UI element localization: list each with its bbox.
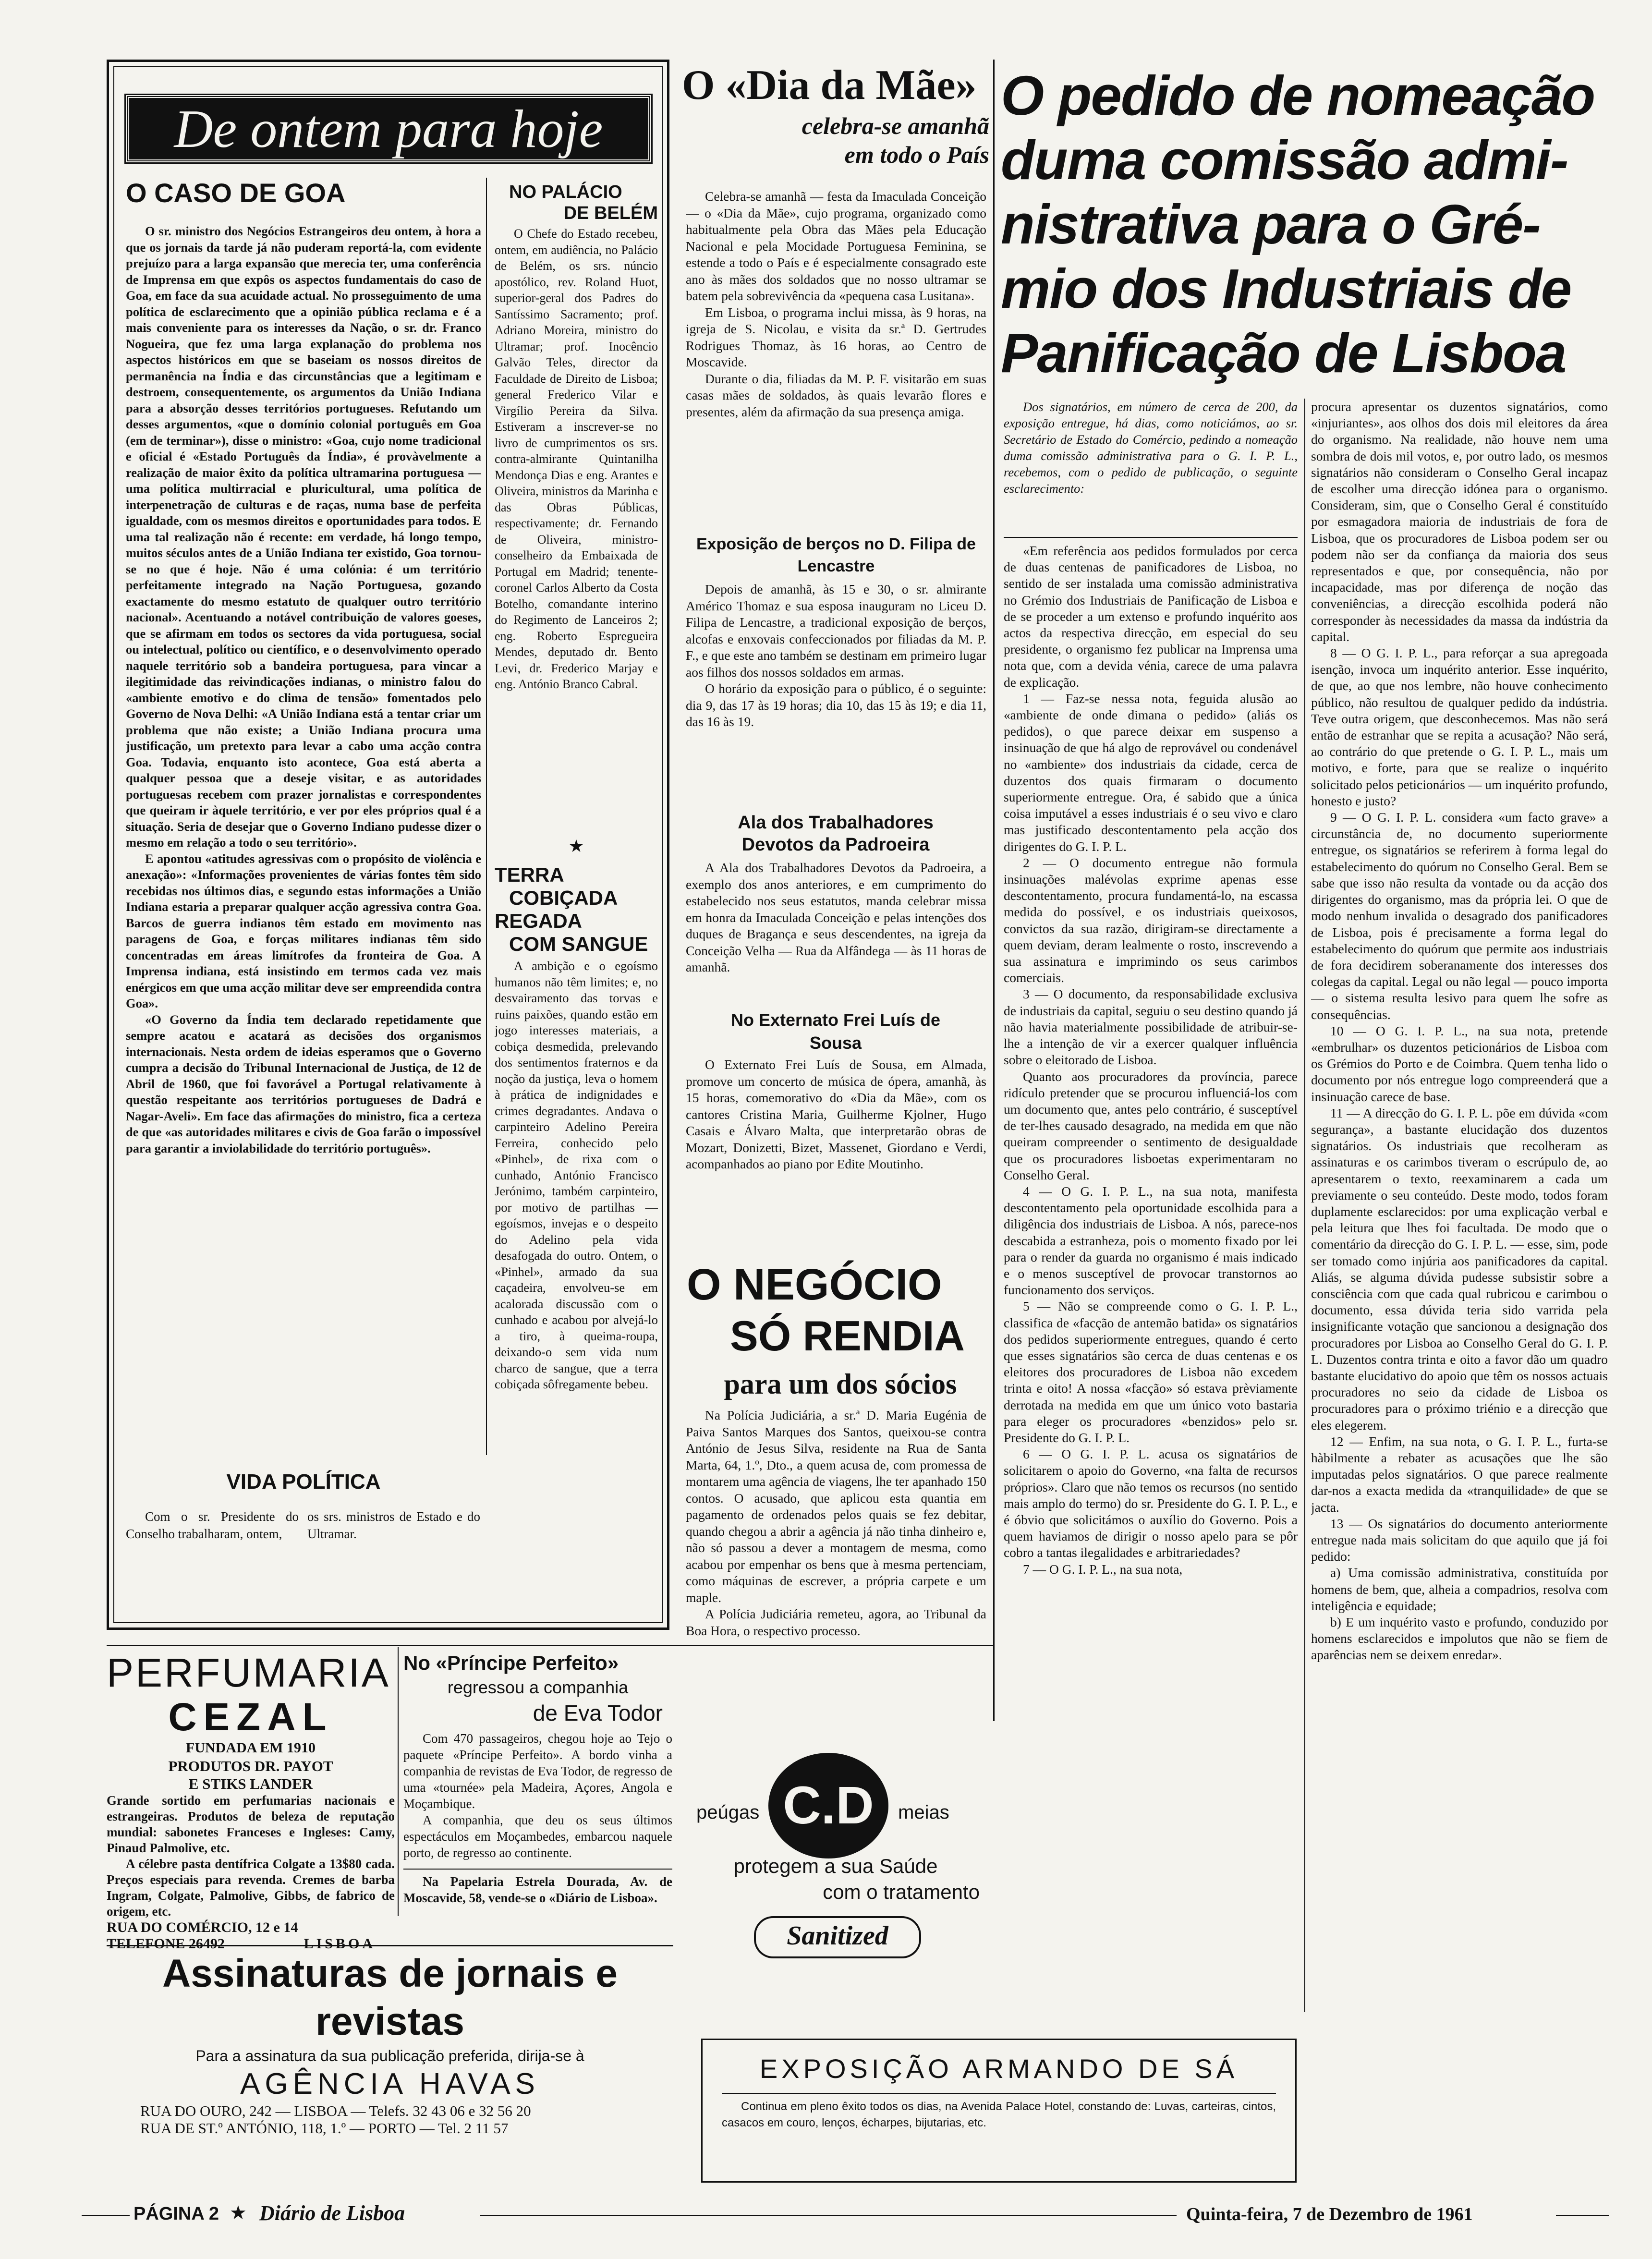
gremio-headline-line: O pedido de nomeação xyxy=(1001,64,1595,127)
gremio-headline xyxy=(1001,63,1606,385)
frei-title: No Externato Frei Luís de Sousa xyxy=(730,1010,941,1053)
footer-date: Quinta-feira, 7 de Dezembro de 1961 xyxy=(1186,2204,1473,2224)
dia-mae-paragraph: Celebra-se amanhã — festa da Imaculada Conceição — o «Dia da Mãe», cujo programa, organizado como habitualmente pela Obra das Mães pela Educação Nacional e pela Mocidade Portuguesa Feminina, se estende a todo o País e é especialmente consagrado este ano às mães dos soldados que no nosso ultramar se batem pela sobrevivência da «pequena casa Lusitana». xyxy=(686,189,986,303)
footer-rule-mid xyxy=(480,2215,1177,2216)
negocio-paragraph: Na Polícia Judiciária, a sr.ª D. Maria Eugénia de Paiva Santos Marques dos Santos, queixou-se contra António de Jesus Silva, residente na Rua de Santa Marta, 64, 1.º, Dto., a quem acusa de, com promessa de montarem uma agência de viagens, lhe ter apanhado 150 contos. O acusado, que aplicou esta quantia em pagamento de ordenados pelos quais se fez debitar, quando chegou a abrir a agência já não tinha dinheiro e, não só passou a dever a montagem de mesma, como acabou por empenhar os bens que à mesma pertenciam, como máquinas de escrever, a própria carpete e um maple. xyxy=(686,1408,986,1605)
gremio-paragraph: 2 — O documento entregue não formula insinuações malévolas exprime apenas esse descontentamento, procura fundamentá-lo, na escassa medida do possível, e os industriais queixosos, convictos da sua razão, dirigiram-se directamente a quem deviam, deram lealmente o rosto, inscrevendo a sua assinatura e imprimindo os seus carimbos comerciais. xyxy=(1004,855,1298,985)
footer-page: PÁGINA 2 xyxy=(134,2204,219,2224)
negocio-title-1: O NEGÓCIO xyxy=(687,1260,942,1309)
gremio-paragraph: 8 — O G. I. P. L., para reforçar a sua apregoada isenção, invoca um inquérito anterior. Esse inquérito, de que, ao que nos lembre, não houve conhecimento público, não resultou de qualquer pedido da indústria. Teve outra origem, que desconhecemos. Mas não será então de estranhar que se repita a acusação? Não será, ao contrário do que pretende o G. I. P. L., mais um motivo, e forte, para que se realize o inquérito solicitado pelos peticionários — um inquérito profundo, honesto e justo? xyxy=(1311,645,1608,808)
gremio-paragraph: 6 — O G. I. P. L. acusa os signatários de solicitarem o apoio do Governo, «na falta de recursos próprios». Claro que não temos os recursos (no sentido mais amplo do termo) do sr. Presidente do G. I. P. L., e é óbvio que solicitámos o auxílio do Governo. Pois a quem haviamos de dirigir o nosso apelo para se pôr cobro a tantas ilegalidades e arbitrariedades? xyxy=(1004,1446,1298,1560)
vida-politica-text-2: os srs. ministros de Estado e do Ultramar. xyxy=(307,1509,480,1541)
terra-text: A ambição e o egoísmo humanos não têm limites; e, no desvairamento das torvas e ruins paixões, quando estão em jogo interesses materiais, a cobiça desmedida, prelevando dos sentimentos fraternos e da noção da justiça, leva o homem à prática de indignidades e crimes degradantes. Andava o carpinteiro Adelino Pereira Ferreira, conhecido pelo «Pinhel», de rixa com o cunhado, António Francisco Jerónimo, também carpinteiro, por motivo de partilhas — egoísmos, invejas e o despeito do Adelino pela vida desafogada do outro. Ontem, o «Pinhel», armado da sua caçadeira, envolveu-se em acalorada discussão com o cunhado e acabou por alvejá-lo a tiro, à queima-roupa, deixando-o sem vida num charco de sangue, que a terra cobiçada sôfregamente bebeu. xyxy=(495,959,658,1391)
gremio-paragraph: a) Uma comissão administrativa, constituída por homens de bem, que, alheia a compadrios, resolva com inteligência e equidade; xyxy=(1311,1565,1608,1613)
ala-body xyxy=(686,860,986,994)
gremio-paragraph: 12 — Enfim, na sua nota, o G. I. P. L., furta-se hàbilmente a rebater as acusações que lhe são imputadas pelos signatários. O que parece realmente dar-nos a exacta medida da «tranquilidade» de que se jacta. xyxy=(1311,1433,1608,1515)
perfumaria-founded: FUNDADA EM 1910 xyxy=(186,1740,316,1756)
principe-sub: regressou a companhia xyxy=(447,1677,629,1697)
vida-politica-col2 xyxy=(307,1508,480,1623)
gremio-intro-rule xyxy=(1004,537,1298,538)
principe-rule xyxy=(403,1869,672,1870)
cd-left: peúgas xyxy=(696,1802,760,1823)
gremio-paragraph: «Em referência aos pedidos formulados por cerca de duas centenas de panificadores de Lisboa, no sentido de ser instalada uma comissão administrativa no Grémio dos Industriais de Panificação de Lisboa e de se proceder a um extenso e profundo inquérito aos actos da respectiva direcção, em especial do seu presidente, o organismo fez publicar na Imprensa uma nota que, com a devida vénia, carece de uma palavra de explicação. xyxy=(1004,543,1298,690)
berco-body xyxy=(686,581,986,807)
dia-mae-subtitle-2: em todo o País xyxy=(844,141,989,168)
caso-goa-paragraph: «O Governo da Índia tem declarado repetidamente que sempre acatou e acatará as decisões dos organismos internacionais. Nesta ordem de ideias esperamos que o Governo cumpra a decisão do Tribunal Internacional de Justiça, de 12 de Abril de 1960, que foi favorável a Portugal relativamente à questão respeitante aos territórios portugueses de Dadrá e Nagar-Aveli». Em face das afirmações do ministro, fica a certeza de que «as autoridades militares e civis de Goa farão o impossível para garantir a inviolabilidade do território português». xyxy=(126,1012,481,1155)
armando-ad xyxy=(701,2039,1297,2183)
dia-mae-subtitle-1: celebra-se amanhã xyxy=(802,112,989,139)
caso-goa-body xyxy=(126,223,481,1453)
vida-politica-col1 xyxy=(126,1508,299,1623)
gremio-paragraph: 4 — O G. I. P. L., na sua nota, manifesta descontentamento pela oportunidade escolhida para a diligência dos industriais de Lisboa. A nós, parece-nos descabida a estranheza, pois o momento fixado por lei para o render da guarda no organismo é mais indicado e o menos susceptível de provocar transtornos ao funcionamento dos serviços. xyxy=(1004,1183,1298,1298)
principe-papelaria-text: Na Papelaria Estrela Dourada, Av. de Moscavide, 58, vende-se o «Diário de Lisboa». xyxy=(403,1874,672,1905)
gremio-intro-text: Dos signatários, em número de cerca de 200, da exposição entregue, há dias, como noticiámos, ao sr. Secretário de Estado do Comércio, pedindo a nomeação duma comissão administrativa para o G. I. P. L., recebemos, com o pedido de publicação, o seguinte esclarecimento: xyxy=(1004,400,1298,496)
caso-goa-paragraph: O sr. ministro dos Negócios Estrangeiros deu ontem, à hora a que os jornais da tarde já não puderam reportá-la, com evidente prejuízo para a larga expansão que merecia ter, uma conferência de Imprensa em que expôs os aspectos fundamentais do caso de Goa, em face da sua acuidade actual. No prosseguimento de uma política de esclarecimento que a opinião pública reclama e é a mais conveniente para os interesses da Nação, o sr. dr. Franco Nogueira, que fez uma larga explanação do problema nos aspectos históricos em que se baseiam os nossos direitos de permanência na Índia e das circunstâncias que a legitimam e destroem, consequentemente, os argumentos da União Indiana para a absorção desses territórios portugueses. Refutando um desses argumentos, «que o domínio colonial português em Goa (em de terminar»), disse o ministro: «Goa, cujo nome tradicional e oficial é «Estado Português da Índia», é provàvelmente a realização de maior êxito da política ultramarina portuguesa — uma política multirracial e pluricultural, uma política de interpenetração de culturas e de raças, numa base de perfeita igualdade, com os mesmos direitos e oportunidades para todos. E uma tal realização não é recente: em verdade, há longo tempo, muitos séculos antes de a União Indiana ter existido, Goa tornou-se no que é hoje. Não é uma colónia: é um território perfeitamente integrado na Nação Portuguesa, gozando exactamente do mesmo estatuto de qualquer outro território nacional». Acentuando a notável contribuição de valores goeses, que se afirmam em todos os sectores da vida portuguesa, social ou intelectual, político ou científico, e o desenvolvimento operado naquele território sob a bandeira portuguesa, para vincar a ilegitimidade das reivindicações indianas, o ministro falou do «ambiente emotivo e do clima de tensão» fomentados pelo Governo de Nova Delhi: «A União Indiana está a tentar criar um problema que não existe; a União Indiana procura uma justificação, um pretexto para levar a cabo uma acção contra Goa. Todavia, enquanto isto acontece, Goa está aberta a qualquer pessoa que a deseje visitar, e as autoridades portuguesas recebem com prazer jornalistas e correspondentes que queiram ir àquele território, e ver por eles próprios qual é a situação. Seria de desejar que o Governo Indiano pudesse dizer o mesmo em relação a todo o seu território». xyxy=(126,224,481,850)
cd-ad xyxy=(687,1729,984,2017)
belem-text: O Chefe do Estado recebeu, ontem, em audiência, no Palácio de Belém, os srs. núncio apostólico, rev. Roland Huot, superior-geral dos Padres do Santíssimo Sacramento; prof. Adriano Moreira, ministro do Ultramar; prof. Inocêncio Galvão Teles, director da Faculdade de Direito de Lisboa; general Frederico Vilar e Virgílio Pereira da Silva. Estiveram a inscrever-se no livro de cumprimentos os srs. contra-almirante Quintanilha Mendonça Dias e eng. Arantes e Oliveira, ministros da Marinha e das Obras Públicas, respectivamente; dr. Fernando de Oliveira, ministro-conselheiro da Embaixada de Portugal em Madrid; tenente-coronel Carlos Alberto da Costa Botelho, comandante interino do Regimento de Lanceiros 2; eng. Roberto Espregueira Mendes, deputado dr. Bento Levi, dr. Frederico Marjay e eng. António Branco Cabral. xyxy=(495,227,658,691)
perfumaria-brand: CEZAL xyxy=(168,1695,333,1739)
gremio-headline-line: mio dos Industriais de xyxy=(1001,257,1571,320)
gremio-headline-line: Panificação de Lisboa xyxy=(1001,322,1566,384)
negocio-title-2: SÓ RENDIA xyxy=(730,1312,965,1360)
gremio-col2 xyxy=(1311,399,1608,2147)
principe-body xyxy=(403,1730,672,1861)
dia-mae-subtitle xyxy=(682,111,989,169)
principe-paragraph: Com 470 passageiros, chegou hoje ao Tejo o paquete «Príncipe Perfeito». A bordo vinha a companhia de revistas de Eva Todor, de regresso de uma «tournée» pela Madeira, Açores, Angola e Moçambique. xyxy=(403,1731,672,1811)
negocio-subtitle: para um dos sócios xyxy=(724,1368,957,1400)
footer-paper-name: Diário de Lisboa xyxy=(259,2201,405,2225)
cd-line-3: com o tratamento xyxy=(823,1881,980,1903)
terra-title xyxy=(495,863,658,956)
havas-address-2: RUA DE ST.º ANTÓNIO, 118, 1.º — PORTO — Tel. 2 11 57 xyxy=(140,2120,509,2137)
section-header-title: De ontem para hoje xyxy=(174,99,603,159)
negocio-paragraph: A Polícia Judiciária remeteu, agora, ao Tribunal da Boa Hora, o respectivo processo. xyxy=(686,1606,986,1638)
perfumaria-products-2: E STIKS LANDER xyxy=(188,1775,313,1792)
cd-right: meias xyxy=(898,1802,949,1823)
ala-title: Ala dos Trabalhadores Devotos da Padroeira xyxy=(738,813,934,855)
terra-title-line1: TERRA xyxy=(495,863,564,886)
gremio-col1 xyxy=(1004,543,1298,2007)
vida-politica-text-1: Com o sr. Presidente do Conselho trabalharam, ontem, xyxy=(126,1509,299,1541)
ala-paragraph: A Ala dos Trabalhadores Devotos da Padroeira, a exemplo dos anos anteriores, e em cumprimento do estabelecido nos seus estatutos, manda celebrar missa em honra da Imaculada Conceição e pelas intenções dos duques de Bragança e seus descendentes, na igreja da Conceição Velha — Rua da Alfândega — às 11 horas de amanhã. xyxy=(686,860,986,974)
principe-papelaria xyxy=(403,1873,672,1906)
frei-body xyxy=(686,1057,986,1244)
berco-paragraph: Depois de amanhã, às 15 e 30, o sr. almirante Américo Thomaz e sua esposa inauguram no Liceu D. Filipa de Lencastre, a tradicional exposição de berços, alcofas e enxovais confeccionados por filiadas da M. P. F., e que este ano também se destinam em primeiro lugar aos filhos dos nossos soldados em armas. xyxy=(686,582,986,680)
frei-paragraph: O Externato Frei Luís de Sousa, em Almada, promove um concerto de música de ópera, amanhã, às 15 horas, comemorativo do «Dia da Mãe», com os cantores Cristina Maria, Guilherme Kjolner, Hugo Casais e Álvaro Malta, que interpretarão obras de Mozart, Donizetti, Bizet, Massenet, Giordano e Verdi, acompanhados ao piano por Edite Moutinho. xyxy=(686,1057,986,1171)
cd-brand: Sanitized xyxy=(754,1916,921,1958)
armando-rule xyxy=(722,2093,1276,2094)
perfumaria-text-2: A célebre pasta dentífrica Colgate a 13$80 cada. Preços especiais para revenda. Cremes de barba Ingram, Colgate, Palmolive, Gibbs, de fabrico de origem, etc. xyxy=(107,1857,395,1919)
ad-rule xyxy=(398,1647,399,1916)
principe-title: No «Príncipe Perfeito» xyxy=(403,1652,619,1674)
gremio-paragraph: 1 — Faz-se nessa nota, feguida alusão ao «ambiente de onde dimana o pedido» (aliás os pedidos), o que parece deixar em suspenso a insinuação de que há algo de reprovável ou condenável no «ambiente» dos industriais da cidade, cerca de duzentos dos quais firmaram o documento superiormente entregue. Ora, é sabido que a única coisa imputável a esses industriais é o seu vivo e claro mas justificado descontentamento pela acção dos dirigentes do G. I. P. L. xyxy=(1004,691,1298,854)
column-rule xyxy=(1304,399,1305,2012)
gremio-paragraph: 10 — O G. I. P. L., na sua nota, pretende «embrulhar» os duzentos peticionários de Lisboa com os Grémios do Porto e de Coimbra. Quem tenha lido o documento por nós entregue logo compreenderá que a insinuação carece de base. xyxy=(1311,1023,1608,1104)
gremio-paragraph: b) E um inquérito vasto e profundo, conduzido por homens esclarecidos e impolutos que não se fiem de aparências nem se deixem enredar». xyxy=(1311,1615,1608,1663)
gremio-paragraph: 11 — A direcção do G. I. P. L. põe em dúvida «com segurança», a bastante elucidação dos duzentos signatários. Os industriais que recolheram as assinaturas e os carimbos tiveram o escrúpulo de, ao apresentarem o texto, reexaminarem a cada um previamente o seu conteúdo. Deste modo, todos foram duplamente esclarecidos: por uma explicação verbal e pela leitura que lhes foi facultada. De modo que o comentário da direcção do G. I. P. L. — esse, sim, pode ser tomado como injúria aos panificadores da capital. Aliás, se alguma dúvida pudesse subsistir sobre a consciência com que cada qual rubricou e carimbou o documento, essa dúvida teria sido varrida pela insignificante votação que sancionou a designação dos procuradores por Lisboa ao Conselho Geral do G. I. P. L. Duzentos contra trinta e oito a favor dão um quadro bastante elucidativo do apoio que têm os nossos actuais procuradores no seio da cidade de Lisboa os procuradores para o próximo triénio e a direcção que eles elegerem. xyxy=(1311,1105,1608,1433)
belem-title-line2: DE BELÉM xyxy=(563,203,658,223)
gremio-paragraph: 5 — Não se compreende como o G. I. P. L., classifica de «facção de antemão batida» os signatários dos pedidos superiormente entregues, quando é certo que esses signatários são cerca de duas centenas e os eleitores dos procuradores de Lisboa não excedem trinta e oito! A nossa «facção» só estava prèviamente derrotada na medida em que um único voto bastaria para eleger os procuradores «benzidos» pelo sr. Presidente do G. I. P. L. xyxy=(1004,1299,1298,1445)
perfumaria-products: PRODUTOS DR. PAYOT xyxy=(168,1758,333,1774)
perfumaria-phone: TELEFONE 26492 xyxy=(107,1936,225,1952)
dia-mae-title: O «Dia da Mãe» xyxy=(682,62,977,109)
ads-top-rule xyxy=(107,1645,993,1646)
havas-ad xyxy=(107,1950,673,2175)
footer-rule-left xyxy=(82,2215,130,2216)
dia-mae-paragraph: Durante o dia, filiadas da M. P. F. visitarão em suas casas mães de soldados, às quais levarão flores e presentes, além da afirmação da sua presença amiga. xyxy=(686,371,986,419)
caso-goa-paragraph: E apontou «atitudes agressivas com o propósito de violência e anexação»: «Informações provenientes de várias fontes têm sido recebidas nos últimos dias, e segundo estas informações a União Indiana estaria a preparar qualquer acção agressiva contra Goa. Barcos de guerra indianos têm estado em movimento nas paragens de Goa, e forças militares indianas têm sido concentradas em áreas limítrofes da fronteira de Goa. A Imprensa indiana, está insistindo em termos cada vez mais enérgicos em que uma acção militar deve ser empreendida contra Goa». xyxy=(126,851,481,1010)
gremio-intro xyxy=(1004,399,1298,533)
armando-title: EXPOSIÇÃO ARMANDO DE SÁ xyxy=(759,2053,1239,2084)
section-header-banner xyxy=(126,95,651,162)
terra-body xyxy=(495,958,658,1616)
footer-star-icon: ★ xyxy=(230,2202,247,2223)
armando-body xyxy=(703,2099,1295,2131)
footer-rule-right xyxy=(1556,2215,1609,2216)
vida-politica-title: VIDA POLÍTICA xyxy=(226,1470,381,1494)
caso-goa-title: O CASO DE GOA xyxy=(126,178,346,208)
dia-mae-paragraph: Em Lisboa, o programa inclui missa, às 9 horas, na igreja de S. Nicolau, e visita da sr.ª D. Gertrudes Rodrigues Thomaz, às 16 horas, ao Centro de Moscavide. xyxy=(686,304,986,369)
perfumaria-address xyxy=(107,1919,395,1952)
havas-address-1: RUA DO OURO, 242 — LISBOA — Telefs. 32 43 06 e 32 56 20 xyxy=(140,2102,531,2119)
terra-title-line3: REGADA xyxy=(495,910,583,932)
principe-paragraph: A companhia, que deu os seus últimos espectáculos em Moçambedes, embarcou naquele porto, de regresso ao continente. xyxy=(403,1813,672,1860)
terra-title-line2: COBIÇADA xyxy=(509,887,618,909)
perfumaria-name: PERFUMARIA xyxy=(107,1650,390,1695)
perfumaria-city: LISBOA xyxy=(304,1936,376,1952)
negocio-body xyxy=(686,1407,986,1714)
perfumaria-text xyxy=(107,1793,395,1919)
havas-name: AGÊNCIA HAVAS xyxy=(240,2067,540,2101)
gremio-paragraph: 9 — O G. I. P. L. considera «um facto grave» a circunstância de, no documento superiormente entregue, os signatários se referirem à forma legal do estabelecimento do quórum no Conselho Geral. Bem se sabe que isso não resulta da vontade ou da acção dos dirigentes do organismo, mas da própria lei. O que de modo nenhum invalida o desagrado dos panificadores de Lisboa, pois é precisamente a forma legal do estabelecimento do quórum que permite aos industriais de fora decidirem soberanamente dos interesses dos colegas da capital. Legal ou não legal — pouco importa — o sistema resulta lesivo para quem lhe sofre as consequências. xyxy=(1311,810,1608,1022)
berco-title: Exposição de berços no D. Filipa de Lencastre xyxy=(696,535,976,575)
gremio-headline-line: nistrativa para o Gré- xyxy=(1001,193,1540,255)
principe-sub-2: de Eva Todor xyxy=(533,1700,663,1725)
gremio-paragraph: 7 — O G. I. P. L., na sua nota, xyxy=(1023,1561,1183,1577)
gremio-paragraph: Quanto aos procuradores da província, parece ridículo pretender que se procurou influenciá-los com um documento que, antes pelo contrário, é susceptível de ter-lhes causado desagrado, na medida em que não queiram compreender o sentimento de desigualdade que os procuradores lisboetas experimentaram no Conselho Geral. xyxy=(1004,1069,1298,1182)
perfumaria-text-1: Grande sortido em perfumarias nacionais e estrangeiras. Produtos de beleza de reputação mundial: sabonetes Franceses e Ingleses: Camy, Pinaud Palmolive, etc. xyxy=(107,1793,395,1855)
berco-paragraph: O horário da exposição para o público, é o seguinte: dia 9, das 17 às 19 horas; dia 10, das 15 às 19; e dia 11, das 16 às 19. xyxy=(686,681,986,729)
gremio-paragraph: 3 — O documento, da responsabilidade exclusiva de industriais da capital, seguiu o seu destino quando já não havia materialmente possibilidade de atribuir-se-lhe a intenção de vir a exercer qualquer influência sobre o eleitorado de Lisboa. xyxy=(1004,986,1298,1068)
havas-sub: Para a assinatura da sua publicação preferida, dirija-se à xyxy=(195,2047,584,2065)
gremio-paragraph: 13 — Os signatários do documento anteriormente entregue nada mais solicitam do que aquilo que já foi pedido: xyxy=(1311,1516,1608,1564)
column-rule xyxy=(993,60,995,1721)
dia-mae-body xyxy=(686,188,986,587)
cd-line-2: protegem a sua Saúde xyxy=(733,1855,938,1877)
terra-title-line4: COM SANGUE xyxy=(509,933,648,955)
belem-body xyxy=(495,226,658,831)
column-rule xyxy=(486,178,487,1455)
belem-title xyxy=(495,182,658,224)
belem-title-line1: NO PALÁCIO xyxy=(509,182,622,202)
cd-logo: C.D xyxy=(783,1776,874,1835)
havas-title: Assinaturas de jornais e revistas xyxy=(162,1952,618,2043)
separator-star: ★ xyxy=(568,837,584,856)
ads-mid-rule xyxy=(107,1945,673,1946)
perfumaria-address-1: RUA DO COMÉRCIO, 12 e 14 xyxy=(107,1919,298,1935)
gremio-paragraph: procura apresentar os duzentos signatários, como «injuriantes», aos olhos dos dois mil eleitores da área do organismo. Na realidade, não houve nem uma sombra de dois mil votos, e, por outro lado, os mesmos signatários não consideram o Conselho Geral incapaz de escolher uma direcção idónea para o organismo. Consideram, sim, que o Conselho Geral é constituído por esmagadora maioria de industriais de fora de Lisboa, que os procuradores de Lisboa podem ser ou podem não ser da confiança da maioria dos seus representados e que, por consequência, não por incapacidade, mas por diferença de noção das conveniências, a direcção escolhida poderá não corresponder às necessidades da massa da indústria da capital. xyxy=(1311,399,1608,644)
gremio-headline-line: duma comissão admi- xyxy=(1001,129,1568,191)
armando-text: Continua em pleno êxito todos os dias, na Avenida Palace Hotel, constando de: Luvas, carteiras, cintos, casacos em couro, lenços, écharpes, bijutarias, etc. xyxy=(722,2100,1276,2129)
